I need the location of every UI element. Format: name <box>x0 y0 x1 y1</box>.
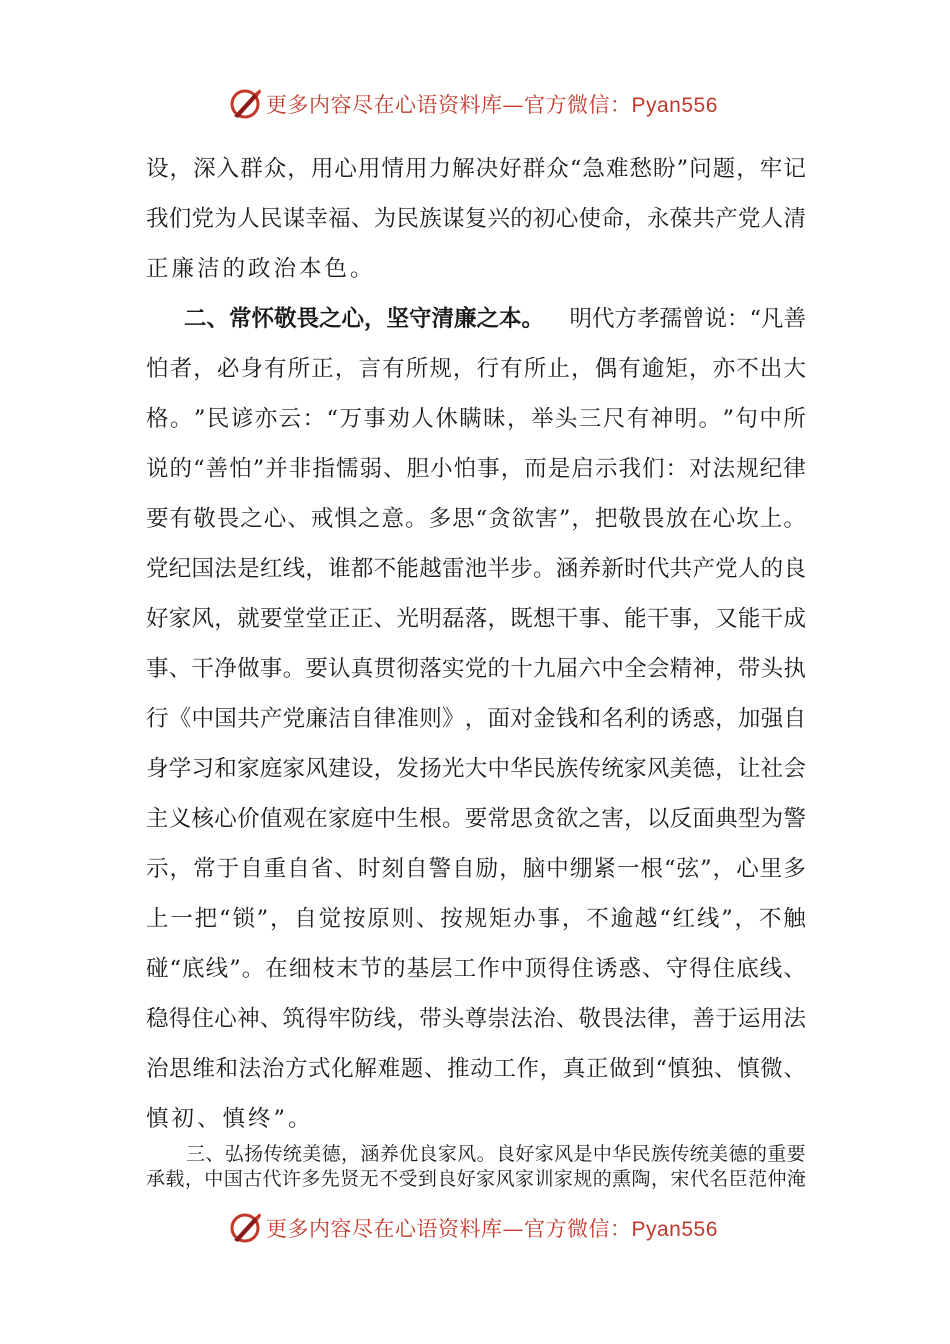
text-line: 三 、 弘 扬 传 统 美 德 ， 涵 养 优 良 家 风 。 良 好 家 风 是 中 华 民 族 传 统 美 德 的 重 要 <box>186 1143 806 1165</box>
text-line: 要 有 敬 畏 之 心 、 戒 惧 之 意 。 多 思 “ 贪 欲 害 ” ， 把 敬 畏 放 在 心 坎 上 。 <box>146 506 806 532</box>
text-line: 党 纪 国 法 是 红 线 ， 谁 都 不 能 越 雷 池 半 步 。 涵 养 新 时 代 共 产 党 人 的 良 <box>146 556 806 582</box>
text-line: 承 载 ， 中 国 古 代 许 多 先 贤 无 不 受 到 良 好 家 风 家 训 家 规 的 熏 陶 ， 宋 代 名 臣 范 仲 淹 <box>146 1168 806 1190</box>
text-line: 稳 得 住 心 神 、 筑 得 牢 防 线 ， 带 头 尊 崇 法 治 、 敬 畏 法 律 ， 善 于 运 用 法 <box>146 1006 806 1032</box>
text-line: 身 学 习 和 家 庭 家 风 建 设 ， 发 扬 光 大 中 华 民 族 传 统 家 风 美 德 ， 让 社 会 <box>146 756 806 782</box>
text-line <box>184 302 806 336</box>
banner-text: 更多内容尽在心语资料库—官方微信：Pyan556 <box>266 1217 718 1241</box>
paragraph-3 <box>146 1142 806 1192</box>
footer-banner <box>228 1208 718 1248</box>
text-line: 上 一 把 “ 锁 ” ， 自 觉 按 原 则 、 按 规 矩 办 事 ， 不 逾 越 “ 红 线 ” ， 不 触 <box>146 906 806 932</box>
text-line: 事 、 干 净 做 事 。 要 认 真 贯 彻 落 实 党 的 十 九 届 六 中 全 会 精 神 ， 带 头 执 <box>146 656 806 682</box>
text-line: 碰 “ 底 线 ” 。 在 细 枝 末 节 的 基 层 工 作 中 顶 得 住 诱 惑 、 守 得 住 底 线 、 <box>146 956 806 982</box>
pen-logo-icon <box>228 1210 264 1246</box>
text-line: 设 ， 深 入 群 众 ， 用 心 用 情 用 力 解 决 好 群 众 “ 急 难 愁 盼 ” 问 题 ， 牢 记 <box>146 156 806 182</box>
text-line: 行 《 中 国 共 产 党 廉 洁 自 律 准 则 》 ， 面 对 金 钱 和 名 利 的 诱 惑 ， 加 强 自 <box>146 706 806 732</box>
text-line: 好 家 风 ， 就 要 堂 堂 正 正 、 光 明 磊 落 ， 既 想 干 事 、 能 干 事 ， 又 能 干 成 <box>146 606 806 632</box>
text-line: 治 思 维 和 法 治 方 式 化 解 难 题 、 推 动 工 作 ， 真 正 做 到 “ 慎 独 、 慎 微 、 <box>146 1056 806 1082</box>
banner-text: 更多内容尽在心语资料库—官方微信：Pyan556 <box>266 93 718 117</box>
wechat-id: Pyan556 <box>631 1218 718 1241</box>
text-line: 我 们 党 为 人 民 谋 幸 福 、 为 民 族 谋 复 兴 的 初 心 使 命 ， 永 葆 共 产 党 人 清 <box>146 206 806 232</box>
section-heading: 二、常怀敬畏之心，坚守清廉之本。 <box>184 306 545 332</box>
header-banner <box>228 84 718 124</box>
wechat-id: Pyan556 <box>631 94 718 117</box>
text-run: 明代方孝孺曾说：“凡善 <box>569 306 806 332</box>
text-line: 示 ， 常 于 自 重 自 省 、 时 刻 自 警 自 励 ， 脑 中 绷 紧 一 根 “ 弦 ” ， 心 里 多 <box>146 856 806 882</box>
text-line: 慎初、慎终”。 <box>146 1106 314 1132</box>
text-line: 说 的 “ 善 怕 ” 并 非 指 懦 弱 、 胆 小 怕 事 ， 而 是 启 示 我 们 ： 对 法 规 纪 律 <box>146 456 806 482</box>
text-line: 怕 者 ， 必 身 有 所 正 ， 言 有 所 规 ， 行 有 所 止 ， 偶 有 逾 矩 ， 亦 不 出 大 <box>146 356 806 382</box>
text-line: 正廉洁的政治本色。 <box>146 256 376 282</box>
text-line: 主 义 核 心 价 值 观 在 家 庭 中 生 根 。 要 常 思 贪 欲 之 害 ， 以 反 面 典 型 为 警 <box>146 806 806 832</box>
pen-logo-icon <box>228 86 264 122</box>
text-line: 格 。 ” 民 谚 亦 云 ： “ 万 事 劝 人 休 瞒 昧 ， 举 头 三 尺 有 神 明 。 ” 句 中 所 <box>146 406 806 432</box>
